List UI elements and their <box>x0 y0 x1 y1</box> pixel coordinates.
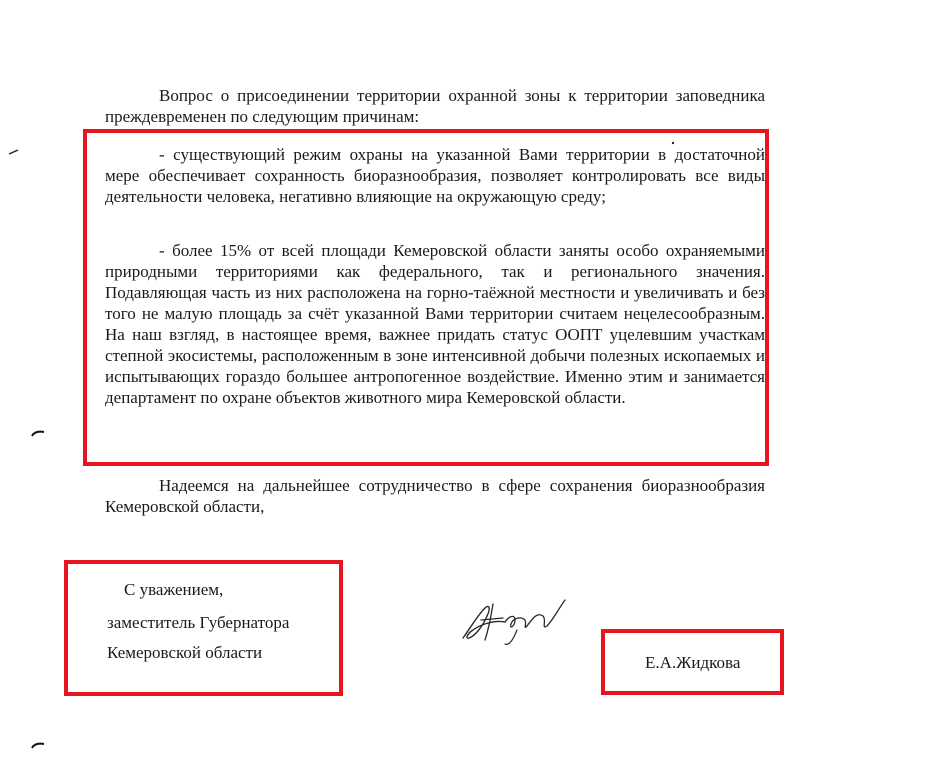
intro-paragraph: Вопрос о присоединении территории охранной зоны к территории заповедника преждевременен по следующим причинам: <box>105 86 765 126</box>
handwritten-signature <box>455 590 575 650</box>
position-line-2: Кемеровской области <box>107 643 263 662</box>
scan-artifact <box>30 428 46 438</box>
scan-artifact <box>670 140 676 146</box>
reason-paragraph-1: - существующий режим охраны на указанной Вами территории в достаточной мере обеспечивает сохранность биоразнообразия, позволяет контролировать все виды деятельности человека, негативно влияющие на окружающую среду; <box>105 145 765 206</box>
position-line-1: заместитель Губернатора <box>107 613 290 632</box>
scan-artifact <box>8 148 20 156</box>
signatory-name: Е.А.Жидкова <box>645 653 741 672</box>
regards-text: С уважением, <box>124 580 224 599</box>
scan-artifact <box>30 740 46 750</box>
closing-paragraph: Надеемся на дальнейшее сотрудничество в сфере сохранения биоразнообразия Кемеровской области, <box>105 476 765 516</box>
highlight-box-reasons <box>83 129 769 466</box>
reason-paragraph-2: - более 15% от всей площади Кемеровской области заняты особо охраняемыми природными территориями как федерального, так и регионального значения. Подавляющая часть из них расположена на горно-таёжной местности и увеличивать и без того не малую площадь за счёт указанной Вами территории считаем нецелесообразным. На наш взгляд, в настоящее время, важнее придать статус ООПТ уцелевшим участкам степной экосистемы, расположенным в зоне интенсивной добычи полезных ископаемых и испытывающих гораздо большее антропогенное воздействие. Именно этим и занимается департамент по охране объектов животного мира Кемеровской области. <box>105 241 765 407</box>
